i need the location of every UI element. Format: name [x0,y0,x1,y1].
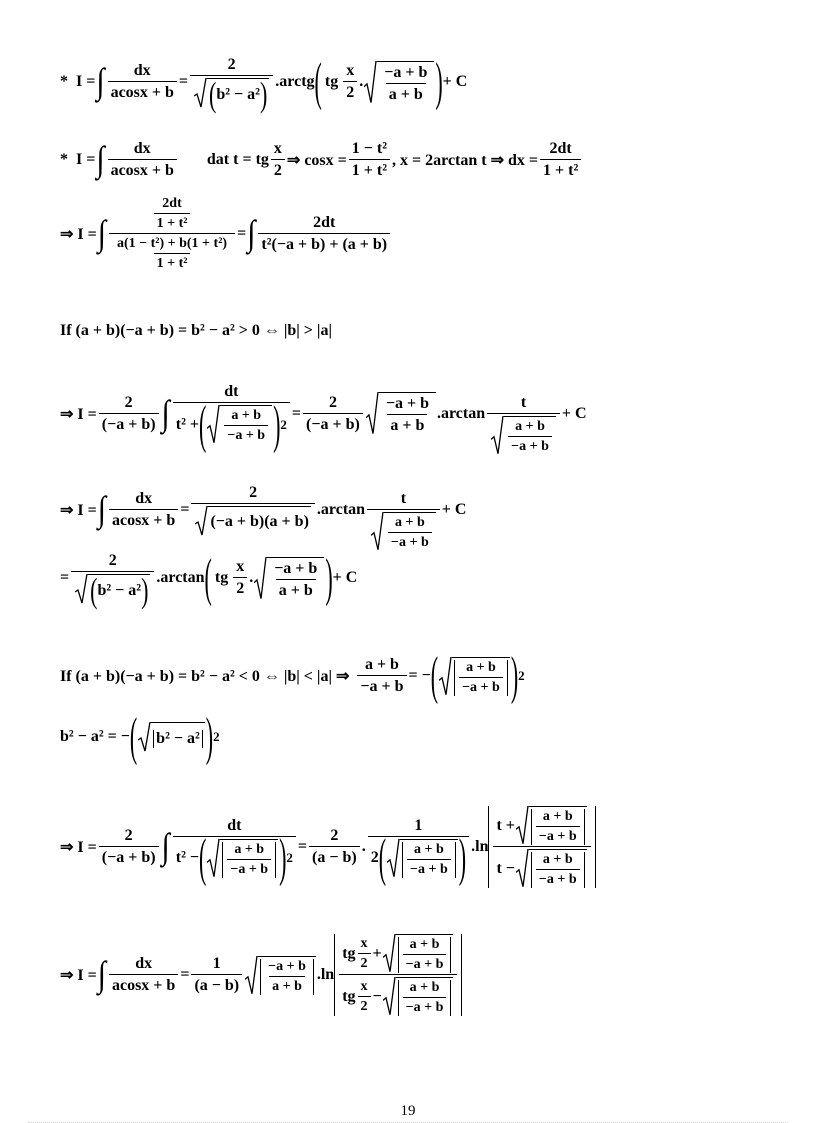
integral-sign: ∫ [161,826,170,867]
equation-5 [60,372,587,455]
denominator: acosx + b [108,81,177,102]
fraction [368,816,469,887]
integral-sign: ∫ [96,139,105,180]
radical [138,722,205,752]
paren-group: ( $\frac{a + b}{-a + b}$ ) [430,644,519,705]
radical [383,977,454,1016]
equation-1 [60,50,468,114]
fraction [343,62,357,102]
equals: = [178,73,189,90]
fraction [388,515,432,551]
constant: + C [442,73,468,90]
bullet: * [60,151,68,168]
fraction [191,484,314,536]
denominator: −a + b [403,954,447,973]
denominator: −a + b [536,826,580,845]
sqrt-symbol-icon [364,61,377,104]
radicand: ( b² − a² ) [90,569,149,610]
fraction [508,419,552,455]
numerator: a + b [466,659,496,675]
denominator: 1 + t² [154,253,191,272]
t-minus: t − [496,859,515,877]
numerator [149,196,196,233]
coef: 2 [370,849,379,866]
radical [194,73,269,114]
equation-10 [60,806,596,888]
expr: b² − a² [97,581,142,599]
radical [254,557,324,600]
denominator: −a + b [459,677,503,696]
numerator: dx [135,489,153,507]
fraction [407,842,451,878]
fraction [403,980,447,1016]
lhs: ⇒ I = [60,405,97,423]
paren-group: ( $\frac{a + b}{-a + b}$ ) [199,393,281,454]
sqrt-symbol-icon [207,405,220,444]
numerator: 2dt [549,140,572,157]
paren-group: ( tg $\frac{x}{2}$ . $\frac{-a + b}{a + b}$ ) [204,546,333,607]
dot: . [361,838,366,855]
fraction [71,552,154,610]
bullet: * [60,73,68,90]
page-number: 19 [400,1103,416,1119]
denominator: −a + b [407,859,451,878]
absolute-value [334,934,462,1016]
equation-9: b² − a² = − ( b² − a² ) 2 [60,705,220,766]
ln-label: .ln [471,838,489,855]
denominator: t²(−a + b) + (a + b) [258,233,390,254]
numerator: dx [133,140,151,157]
equation-11 [60,934,462,1016]
lhs: I = [76,151,96,168]
constant: + C [441,500,467,518]
radical [75,569,150,610]
equals-minus: = − [408,667,431,684]
denominator: a + b [387,414,427,435]
radical [195,506,310,536]
condition-text: If (a + b)(−a + b) = b² − a² < 0 ⇔ |b| < |a| ⇒ [60,668,350,685]
numerator: t [520,394,527,411]
radicand: ( b² − a² ) [209,73,268,114]
sqrt-symbol-icon [516,849,529,888]
lhs: I = [76,73,96,90]
fraction [349,140,390,180]
absolute-value [531,852,585,888]
radical [516,806,587,845]
numerator: dt [227,816,242,834]
radicand [384,512,436,551]
numerator: x [360,978,368,994]
lhs: ⇒ I = [60,501,97,519]
fraction [190,56,273,114]
radicand [379,392,436,435]
fraction [367,490,440,551]
equation-2 [60,140,583,180]
denominator: (a − b) [309,846,360,867]
numerator: a + b [395,515,425,530]
condition-text: If (a + b)(−a + b) = b² − a² > 0 ⇔ |b| > |a| [60,322,332,339]
fraction [540,140,581,180]
denominator: −a + b [508,436,552,455]
numerator: 2 [249,483,258,501]
sqrt-symbol-icon [516,806,529,845]
radical [366,392,436,435]
numerator: a + b [231,408,262,423]
condition-2: If (a + b)(−a + b) = b² − a² < 0 ⇔ |b| < |a| ⇒ $\frac{a + b}{-a + b}$ = − ( $\frac{a + b}{-a + b}$ ) 2 [60,644,525,705]
sqrt-symbol-icon [195,506,208,536]
numerator: a + b [409,937,440,952]
numerator: 2 [124,393,133,411]
fraction [303,394,363,434]
radical [207,839,278,878]
fraction [173,816,296,887]
fraction [459,660,503,696]
numerator: a + b [364,656,399,673]
inner-fraction [154,196,191,232]
denominator: (−a + b) [99,413,159,434]
t-plus: t + [496,816,515,834]
sqrt-symbol-icon [387,839,400,878]
denominator [339,974,457,1016]
implies-text: ⇒ cosx = [286,152,347,169]
lhs: b² − a² = − [60,728,130,745]
numerator: x [236,558,245,575]
dot: . [249,569,254,586]
radicand [377,61,434,104]
fraction [271,560,320,600]
numerator: 2 [124,827,133,844]
denominator: −a + b [227,859,271,878]
tg-label: tg [214,569,229,586]
fraction [191,955,242,995]
denominator: 1 + t² [154,213,191,232]
substitution-text-2: , x = 2arctan t ⇒ dx = [392,152,539,169]
absolute-value [398,937,452,973]
sqrt-symbol-icon [371,512,384,551]
radicand: (−a + b)(a + b) [208,506,310,536]
absolute-value [402,842,456,878]
sqrt-symbol-icon [245,956,258,995]
radicand [220,405,272,444]
equals: = [237,225,247,242]
absolute-value [398,980,452,1016]
paren-group: ( $\frac{a + b}{-a + b}$ ) [199,826,287,887]
fraction [536,852,580,888]
fraction [358,979,371,1015]
sqrt-symbol-icon [194,78,207,108]
paren-group: ( $\frac{a + b}{-a + b}$ ) [378,826,467,887]
denominator: 2 [271,159,285,180]
lhs: ⇒ I = [60,839,97,856]
ln-label: .ln [316,966,335,983]
equals: = [60,569,70,586]
sqrt-symbol-icon [254,557,267,600]
equation-7 [60,546,358,610]
denominator: t² − ( $\frac{a + b}{-a + b}$ ) 2 [173,836,296,878]
sqrt-symbol-icon [383,977,396,1016]
denominator [368,826,469,887]
tg-label: tg [342,987,356,1005]
sqrt-symbol-icon [366,392,379,435]
fraction [493,806,590,888]
numerator: 1 − t² [351,140,388,157]
sqrt-symbol-icon [207,839,220,878]
fraction [227,842,271,878]
numerator: 2dt [162,196,182,211]
equals: = [180,966,190,983]
radicand [220,839,278,878]
denominator [109,233,235,272]
denominator: −a + b [403,997,447,1016]
numerator: x [273,140,282,157]
constant: + C [332,569,358,586]
fraction [271,140,285,180]
equation-3 [60,196,392,272]
denominator [367,509,440,551]
tg-label: tg [324,73,339,90]
denominator: (−a + b) [99,846,159,867]
radicand [452,657,510,696]
numerator: a + b [234,841,265,857]
absolute-value [454,660,508,696]
numerator: a + b [409,980,440,995]
fraction [233,558,247,598]
fraction [99,394,159,434]
equals: = [291,404,302,422]
radical [516,849,587,888]
t-squared: t² − [175,849,200,866]
fraction [224,408,268,444]
radicand [529,849,587,888]
numerator: a + b [515,419,545,434]
minus: − [372,987,382,1005]
denominator: acosx + b [109,509,178,530]
numerator: −a + b [274,559,318,577]
t-squared: t² + [175,415,200,433]
denominator: a + b [269,976,305,995]
denominator: 1 + t² [540,159,581,180]
paren-group: ( b² − a² ) [129,705,214,766]
numerator [493,806,590,846]
radicand [504,416,556,455]
denominator: a + b [276,579,316,600]
lhs: ⇒ I = [60,967,97,984]
radicand [258,956,316,995]
paren-group: ( tg $\frac{x}{2}$ . $\frac{-a + b}{a + b}$ ) [314,50,443,111]
lhs: ⇒ I = [60,226,97,243]
denominator: 2 [358,996,371,1015]
fraction [108,140,177,180]
numerator: a + b [542,852,573,867]
denominator: 2 [343,81,357,102]
integral-sign: ∫ [161,393,170,433]
numerator: t [400,490,407,507]
condition-1 [60,322,332,340]
radical [491,416,556,455]
denominator: t² + ( $\frac{a + b}{-a + b}$ ) 2 [173,402,290,444]
constant: + C [561,404,587,422]
integral-sign: ∫ [97,213,106,254]
fraction [258,214,390,254]
tg-label: tg [342,944,356,962]
numerator: 2 [330,827,339,844]
radicand [151,722,205,752]
numerator: dt [224,383,239,400]
denominator [493,846,590,888]
denominator: a + b [386,83,426,104]
equation-6 [60,468,466,551]
fraction [109,955,178,995]
absolute-value [222,842,276,878]
numerator: x [360,935,368,951]
numerator: 2dt [313,214,336,231]
numerator: x [346,62,355,79]
numerator [339,934,457,974]
radical [364,61,434,104]
fraction [357,656,406,696]
radicand [400,839,458,878]
radical [371,512,436,551]
denominator [191,503,314,536]
fraction [99,827,159,867]
radical [245,956,316,995]
denominator: −a + b [388,532,432,551]
radicand [267,557,324,600]
denominator: −a + b [224,425,268,444]
sqrt-symbol-icon [383,934,396,973]
numerator: 1 [414,816,423,834]
fraction [339,934,457,1016]
integral-sign: ∫ [97,954,106,995]
numerator: a(1 − t²) + b(1 + t²) [116,236,228,251]
equals: = [297,838,308,855]
fraction [381,64,430,104]
sqrt-symbol-icon [138,722,151,752]
denominator: 2 [233,577,247,598]
numerator: −a + b [384,63,428,81]
fraction [309,827,360,867]
arctan-label: .arctan [156,569,205,586]
absolute-value: b² − a² [153,730,203,748]
fraction [536,809,580,845]
numerator: a + b [542,809,573,824]
integral-sign: ∫ [247,213,256,254]
radicand [529,806,587,845]
numerator: a + b [414,841,444,857]
denominator: −a + b [357,675,406,696]
radical [207,405,272,444]
sqrt-symbol-icon [491,416,504,455]
denominator: acosx + b [108,159,177,180]
inner-fraction [114,236,230,272]
arctg-label: .arctg [275,73,315,90]
denominator: (a − b) [191,974,242,995]
denominator [71,569,154,610]
absolute-value [260,959,314,995]
numerator: −a + b [268,958,306,974]
integral-sign: ∫ [97,489,106,529]
radicand [396,977,454,1016]
numerator: 2 [328,393,337,411]
denominator [190,73,273,114]
arctan-label: .arctan [436,404,486,422]
denominator: −a + b [536,869,580,888]
absolute-value [531,809,585,845]
fraction [173,383,290,454]
numerator: 2 [108,552,117,569]
fraction [403,937,447,973]
numerator: dx [133,62,151,79]
sqrt-symbol-icon [75,574,88,604]
expr: b² − a² [216,85,260,103]
fraction [358,936,371,972]
numerator: 2 [227,56,236,73]
dot: . [359,73,364,90]
equals: = [180,500,190,518]
denominator: acosx + b [109,974,178,995]
integral-sign: ∫ [96,61,105,102]
substitution-text: dat t = tg [206,151,269,168]
fraction [383,395,432,435]
numerator: dx [135,955,153,972]
denominator [487,413,560,455]
absolute-value [488,806,595,888]
radicand [396,934,454,973]
arctan-label: .arctan [316,500,366,518]
denominator: (−a + b) [303,413,363,434]
fraction [109,490,178,530]
radical [439,657,510,696]
radical [383,934,454,973]
fraction [265,959,309,995]
denominator: 2 [358,953,371,972]
fraction [487,394,560,455]
numerator: −a + b [385,395,429,412]
compound-fraction [109,196,235,272]
denominator: 1 + t² [349,159,390,180]
fraction [108,62,177,102]
sqrt-symbol-icon [439,657,452,696]
plus: + [372,944,382,962]
radical [387,839,458,878]
numerator: 1 [212,955,221,972]
